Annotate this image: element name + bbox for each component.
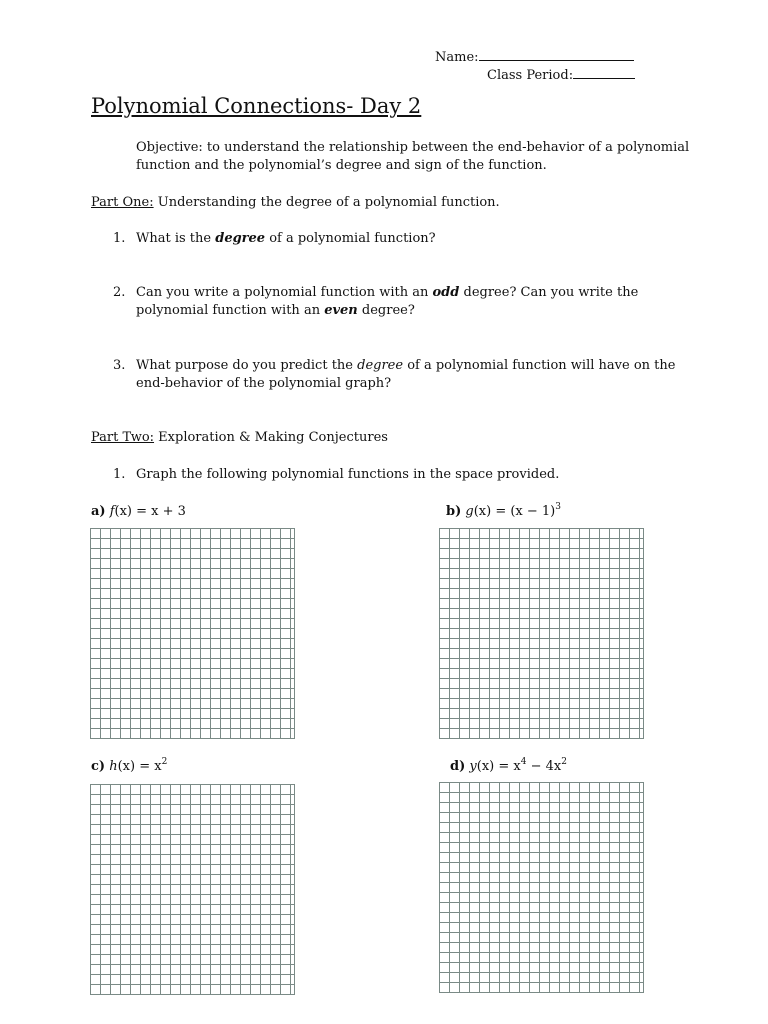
question-2-l1-post: degree? Can you write the [459,285,639,300]
class-period-blank[interactable] [573,65,635,79]
question-2-l2-emphasis: even [324,303,358,318]
class-period-field [487,65,635,85]
question-1-pre: What is the [136,231,216,246]
question-1-post: of a polynomial function? [265,231,436,246]
part-one-subtitle: Understanding the degree of a polynomial function. [157,195,500,210]
question-2-l1-pre: Can you write a polynomial function with an [136,285,433,300]
graph-a-label [91,503,186,521]
graph-grid-c[interactable] [90,784,295,995]
part-two-subtitle: Exploration & Making Conjectures [158,430,388,445]
question-2-number: 2. [113,285,126,300]
question-3-line-1 [136,357,675,375]
question-1-number: 1. [113,231,126,246]
question-3-l1-pre: What purpose do you predict the [136,358,358,373]
graph-b-exponent: 3 [555,502,561,512]
graph-d-letter: d) [450,759,466,774]
question-3-l1-emphasis: degree [357,358,404,373]
question-2-l2-pre: polynomial function with an [136,303,325,318]
question-2-line-2 [136,302,415,320]
graph-c-letter: c) [91,759,106,774]
part-one-label: Part One: [91,195,154,210]
page-title: Polynomial Connections- Day 2 [91,94,422,118]
graph-a-fn-name: f [109,504,115,519]
graph-d-fn-body: (x) = x [476,759,521,774]
question-3-l1-post: of a polynomial function will have on the [403,358,676,373]
graph-grid-a[interactable] [90,528,295,739]
part-two-question-1-text: Graph the following polynomial functions in the space provided. [136,467,560,482]
graph-a-letter: a) [91,504,106,519]
graph-c-exponent: 2 [161,757,168,767]
graph-grid-b[interactable] [439,528,644,739]
question-2-line-1 [136,284,638,302]
graph-b-fn-body: (x) = (x − 1) [473,504,556,519]
name-blank[interactable] [479,47,634,61]
class-period-label: Class Period: [487,68,574,83]
graph-d-exponent: 4 [520,757,527,767]
graph-c-label [91,758,167,776]
name-label: Name: [435,50,479,65]
graph-b-fn-name: g [465,504,474,519]
question-3-number: 3. [113,358,126,373]
graph-d-fn-name: y [469,759,477,774]
part-two-label: Part Two: [91,430,155,445]
question-3-line-2: end-behavior of the polynomial graph? [136,376,392,391]
part-two-question-1-number: 1. [113,467,126,482]
graph-grid-d[interactable] [439,782,644,993]
part-one-heading [91,194,500,212]
graph-d-exponent-2: 2 [561,757,567,767]
graph-b-letter: b) [446,504,462,519]
graph-d-fn-tail: − 4x [526,759,562,774]
graph-b-label [446,503,561,521]
graph-d-label [450,758,567,776]
question-2-l2-post: degree? [357,303,415,318]
question-1-text [136,230,436,248]
graph-c-fn-name: h [109,759,118,774]
question-1-emphasis: degree [215,231,266,246]
question-2-l1-emphasis: odd [432,285,460,300]
objective-line-1: Objective: to understand the relationship between the end-behavior of a polynomial [136,140,690,155]
graph-c-fn-body: (x) = x [117,759,162,774]
objective-line-2: function and the polynomial’s degree and sign of the function. [136,158,547,173]
graph-a-fn-body: (x) = x + 3 [114,504,186,519]
name-field [435,47,634,67]
part-two-heading [91,429,388,447]
